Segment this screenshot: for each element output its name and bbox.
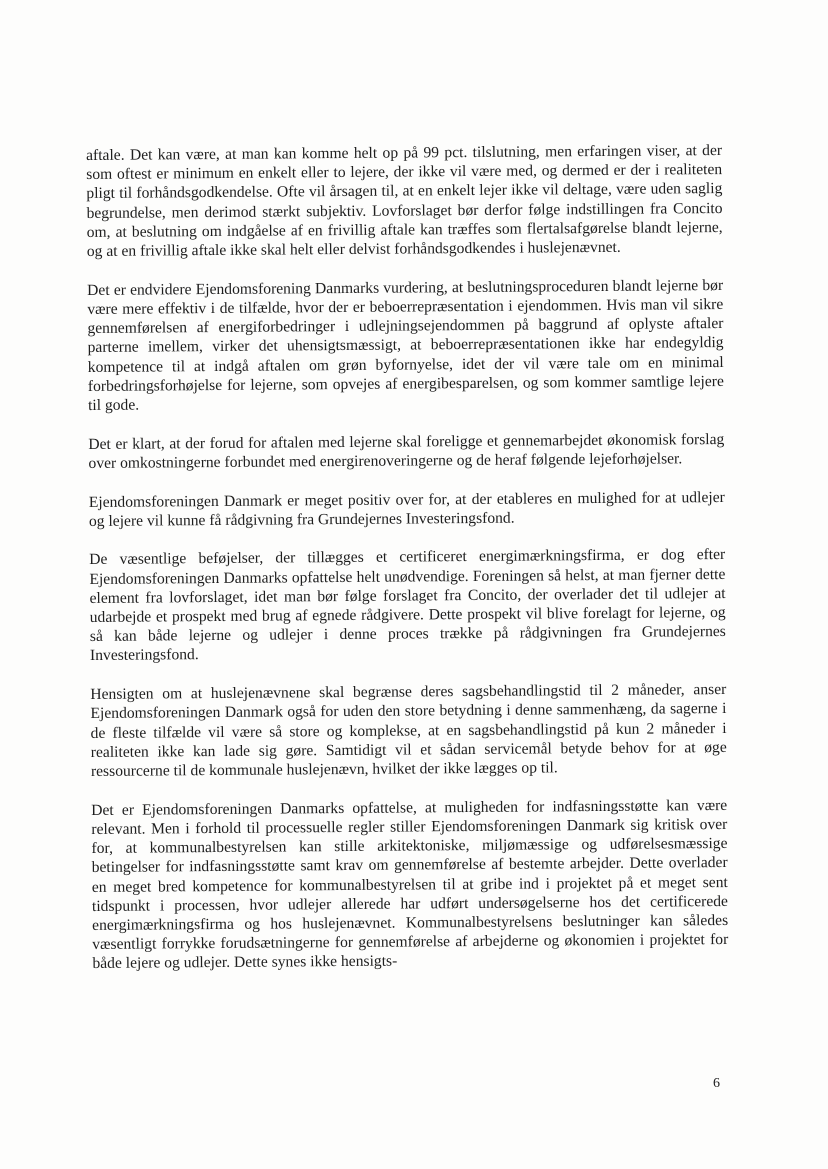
paragraph-7: Det er Ejendomsforeningen Danmarks opfattelse, at muligheden for indfasningsstøtte kan være relevant. Men i forhold til processuelle regler stiller Ejendomsforeningen Danmark sig kritisk over for, at kommunalbestyrelsen kan stille arkitektoniske, miljømæssige og udførelsesmæssige betingelser for indfasningsstøtte samt krav om gennemførelse af bestemte arbejder. Dette overlader en meget bred kompetence for kommunalbestyrelsen til at gribe ind i projektet på et meget sent tidspunkt i processen, hvor udlejer allerede har udført undersøgelserne hos det certificerede energimærkningsfirma og hos huslejenævnet. Kommunalbestyrelsens beslutninger kan således væsentligt forrykke forudsætningerne for gennemførelse af arbejderne og økonomien i projektet for både lejere og udlejer. Dette synes ikke hensigts- <box>91 796 729 973</box>
paragraph-3: Det er klart, at der forud for aftalen med lejerne skal foreligge et gennemarbejdet økonomisk forslag over omkostningerne forbundet med energirenoveringerne og de heraf følgende lejeforhøjelser. <box>88 430 725 472</box>
paragraph-2: Det er endvidere Ejendomsforening Danmarks vurdering, at beslutningsproceduren blandt lejerne bør være mere effektiv i de tilfælde, hvor der er beboerrepræsentation i ejendommen. Hvis man vil sikre gennemførelsen af energiforbedringer i udlejningsejendommen på baggrund af oplyste aftaler parterne imellem, virker det uhensigtsmæssigt, at beboerrepræsentationen ikke har endegyldig kompetence til at indgå aftalen om grøn byfornyelse, idet der vil være tale om en minimal forbedringsforhøjelse for lejerne, som opvejes af energibesparelsen, og som kommer samtlige lejere til gode. <box>87 276 724 414</box>
page-number: 6 <box>713 1076 720 1091</box>
paragraph-6: Hensigten om at huslejenævnene skal begrænse deres sagsbehandlingstid til 2 måneder, anser Ejendomsforeningen Danmark også for uden den store betydning i denne sammenhæng, da sagerne i de fleste tilfælde vil være så store og komplekse, at en sagsbehandlingstid på kun 2 måneder i realiteten ikke kan lade sig gøre. Samtidigt vil et sådan servicemål betyde behov for at øge ressourcerne til de kommunale huslejenævn, hvilket der ikke lægges op til. <box>90 681 727 780</box>
document-body <box>86 141 729 993</box>
paragraph-4: Ejendomsforeningen Danmark er meget positiv over for, at der etableres en mulighed for at udlejer og lejere vil kunne få rådgivning fra Grundejernes Investeringsfond. <box>88 488 725 530</box>
paragraph-1: aftale. Det kan være, at man kan komme helt op på 99 pct. tilslutning, men erfaringen viser, at der som oftest er minimum en enkelt eller to lejere, der ikke vil være med, og dermed er der i realiteten pligt til forhåndsgodkendelse. Ofte vil årsagen til, at en enkelt lejer ikke vil deltage, være uden saglig begrundelse, men derimod stærkt subjektiv. Lovforslaget bør derfor følge indstillingen fra Concito om, at beslutning om indgåelse af en frivillig aftale kan træffes som flertalsafgørelse blandt lejerne, og at en frivillig aftale ikke skal helt eller delvist forhåndsgodkendes i huslejenævnet. <box>86 142 723 261</box>
paragraph-5: De væsentlige beføjelser, der tillægges et certificeret energimærkningsfirma, er dog efter Ejendomsforeningen Danmarks opfattelse helt unødvendige. Foreningen så helst, at man fjerner dette element fra lovforslaget, idet man bør følge forslaget fra Concito, der overlader det til udlejer at udarbejde et prospekt med brug af egnede rådgivere. Dette prospekt vil blive forelagt for lejerne, og så kan både lejerne og udlejer i denne proces trække på rådgivningen fra Grundejernes Investeringsfond. <box>89 546 726 665</box>
